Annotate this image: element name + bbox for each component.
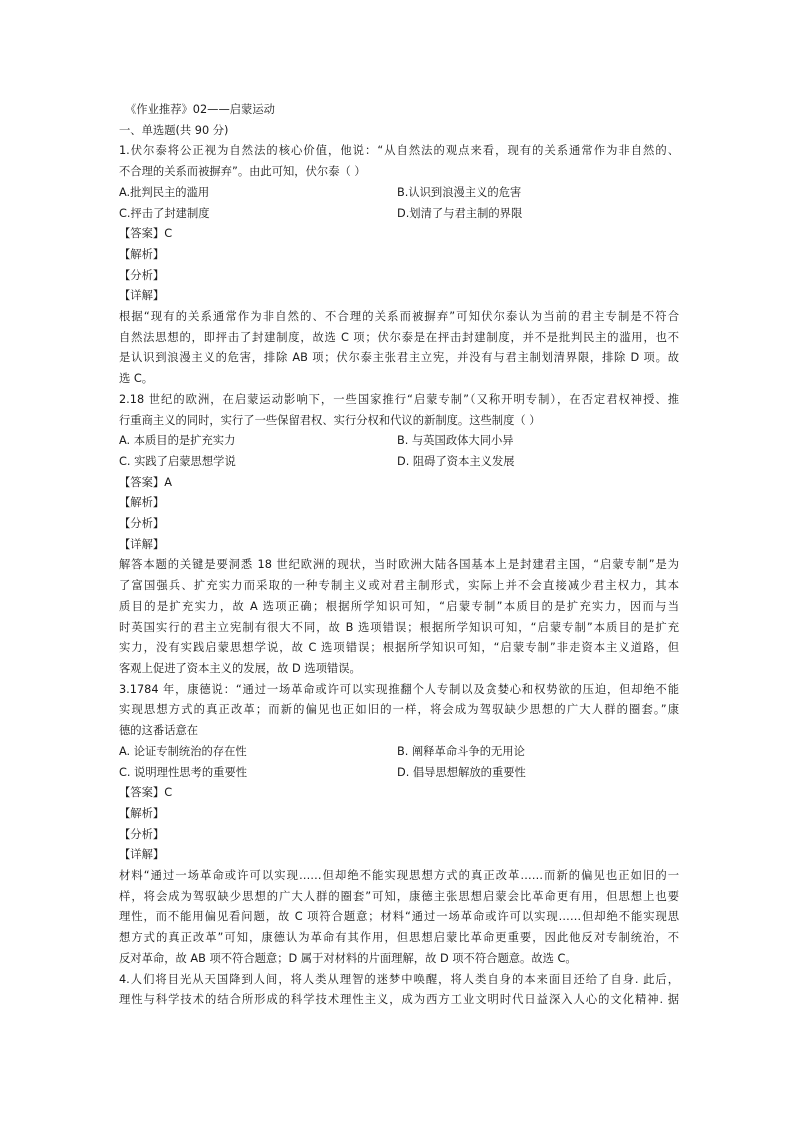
document-page <box>119 100 679 1011</box>
option-row <box>119 204 679 225</box>
question-stem-line: 不合理的关系而被摒弃”。由此可知，伏尔泰（ ） <box>119 165 366 179</box>
explanation-line: 材料“通过一场革命或许可以实现……但却绝不能实现思想方式的真正改革……而新的偏见也正如旧的一 <box>119 869 679 883</box>
question-stem-line: 实现思想方式的真正改革；而新的偏见也正如旧的一样，将会成为驾驭缺少思想的广大人群的圈套。”康 <box>119 703 679 717</box>
fenxi-label: 【分析】 <box>119 517 165 531</box>
explanation-line: 时英国实行的君主立宪制有很大不同，故 B 选项错误；根据所学知识可知，“启蒙专制”本质目的是扩充 <box>119 620 679 634</box>
explanation-line: 客观上促进了资本主义的发展，故 D 选项错误。 <box>119 661 361 675</box>
analysis-label: 【解析】 <box>119 806 165 820</box>
option-c: C. 实践了启蒙思想学说 <box>119 454 236 468</box>
analysis-label: 【解析】 <box>119 496 165 510</box>
question-stem-line: 4.人们将目光从天国降到人间，将人类从理智的迷梦中唤醒，将人类自身的本来面目还给了自身. 此后， <box>119 972 679 986</box>
option-row <box>119 742 679 763</box>
question-stem-line: 行重商主义的同时，实行了一些保留君权、实行分权和代议的新制度。这些制度（ ） <box>119 413 541 427</box>
question-3 <box>119 680 679 970</box>
question-stem-line: 德的这番话意在 <box>119 724 199 738</box>
detail-label: 【详解】 <box>119 848 165 862</box>
option-c: C. 说明理性思考的重要性 <box>119 765 248 779</box>
document-title: 《作业推荐》02——启蒙运动 <box>125 103 275 116</box>
option-d: D.划清了与君主制的界限 <box>397 206 523 220</box>
explanation-line: 自然法思想的，即抨击了封建制度，故选 C 项；伏尔泰是在抨击封建制度，并不是批判民主的滥用，也不 <box>119 330 679 344</box>
question-2 <box>119 390 679 680</box>
option-a: A. 论证专制统治的存在性 <box>119 744 247 758</box>
question-stem-line: 2.18 世纪的欧洲，在启蒙运动影响下，一些国家推行“启蒙专制”（又称开明专制），在否定君权神授、推 <box>119 392 679 406</box>
option-b: B.认识到浪漫主义的危害 <box>397 185 522 199</box>
answer-label: 【答案】C <box>119 227 173 241</box>
option-row <box>119 763 679 784</box>
answer-label: 【答案】C <box>119 786 173 800</box>
option-row <box>119 183 679 204</box>
option-row <box>119 452 679 473</box>
option-d: D. 倡导思想解放的重要性 <box>397 765 526 779</box>
explanation-line: 质目的是扩充实力，故 A 选项正确；根据所学知识可知，“启蒙专制”本质目的是扩充实力，因而与当 <box>119 599 679 613</box>
explanation-line: 样，将会成为驾驭缺少思想的广大人群的圈套”可知，康德主张思想启蒙会比革命更有用，但思想上也要 <box>119 889 679 903</box>
option-a: A. 本质目的是扩充实力 <box>119 434 236 448</box>
detail-label: 【详解】 <box>119 537 165 551</box>
explanation-line: 想方式的真正改革”可知，康德认为革命有其作用，但思想启蒙比革命更重要，因此他反对专制统治，不 <box>119 931 679 945</box>
option-d: D. 阻碍了资本主义发展 <box>397 454 515 468</box>
option-c: C.抨击了封建制度 <box>119 206 210 220</box>
explanation-line: 理性，而不能用偏见看问题，故 C 项符合题意；材料“通过一场革命或许可以实现……但却绝不能实现思 <box>119 910 679 924</box>
section-heading: 一、单选题(共 90 分) <box>119 123 229 137</box>
analysis-label: 【解析】 <box>119 247 165 261</box>
option-row <box>119 431 679 452</box>
explanation-line: 根据“现有的关系通常作为非自然的、不合理的关系而被摒弃”可知伏尔泰认为当前的君主专制是不符合 <box>119 310 679 324</box>
question-stem-line: 3.1784 年，康德说：“通过一场革命或许可以实现推翻个人专制以及贪婪心和权势欲的压迫，但却绝不能 <box>119 682 679 696</box>
question-1 <box>119 141 679 389</box>
explanation-line: 实力，没有实践启蒙思想学说，故 C 选项错误；根据所学知识可知，“启蒙专制”非走资本主义道路，但 <box>119 641 679 655</box>
explanation-line: 是认识到浪漫主义的危害，排除 AB 项；伏尔泰主张君主立宪，并没有与君主制划清界限，排除 D 项。故 <box>119 351 679 365</box>
option-b: B. 阐释革命斗争的无用论 <box>397 744 525 758</box>
explanation-line: 反对革命，故 AB 项不符合题意；D 属于对材料的片面理解，故 D 项不符合题意。故选 C。 <box>119 951 577 965</box>
answer-label: 【答案】A <box>119 475 172 489</box>
detail-label: 【详解】 <box>119 289 165 303</box>
fenxi-label: 【分析】 <box>119 827 165 841</box>
option-a: A.批判民主的滥用 <box>119 185 210 199</box>
option-b: B. 与英国政体大同小异 <box>397 434 514 448</box>
explanation-line: 解答本题的关键是要洞悉 18 世纪欧洲的现状，当时欧洲大陆各国基本上是封建君主国，“启蒙专制”是为 <box>119 558 679 572</box>
question-stem-line: 1.伏尔泰将公正视为自然法的核心价值，他说：“从自然法的观点来看，现有的关系通常作为非自然的、 <box>119 144 679 158</box>
question-4 <box>119 970 679 1011</box>
fenxi-label: 【分析】 <box>119 268 165 282</box>
explanation-line: 了富国强兵、扩充实力而采取的一种专制主义或对君主制形式，实际上并不会直接减少君主权力，其本 <box>119 579 679 593</box>
explanation-line: 选 C。 <box>119 372 154 386</box>
question-stem-line: 理性与科学技术的结合所形成的科学技术理性主义，成为西方工业文明时代日益深入人心的文化精神. 据 <box>119 993 679 1007</box>
